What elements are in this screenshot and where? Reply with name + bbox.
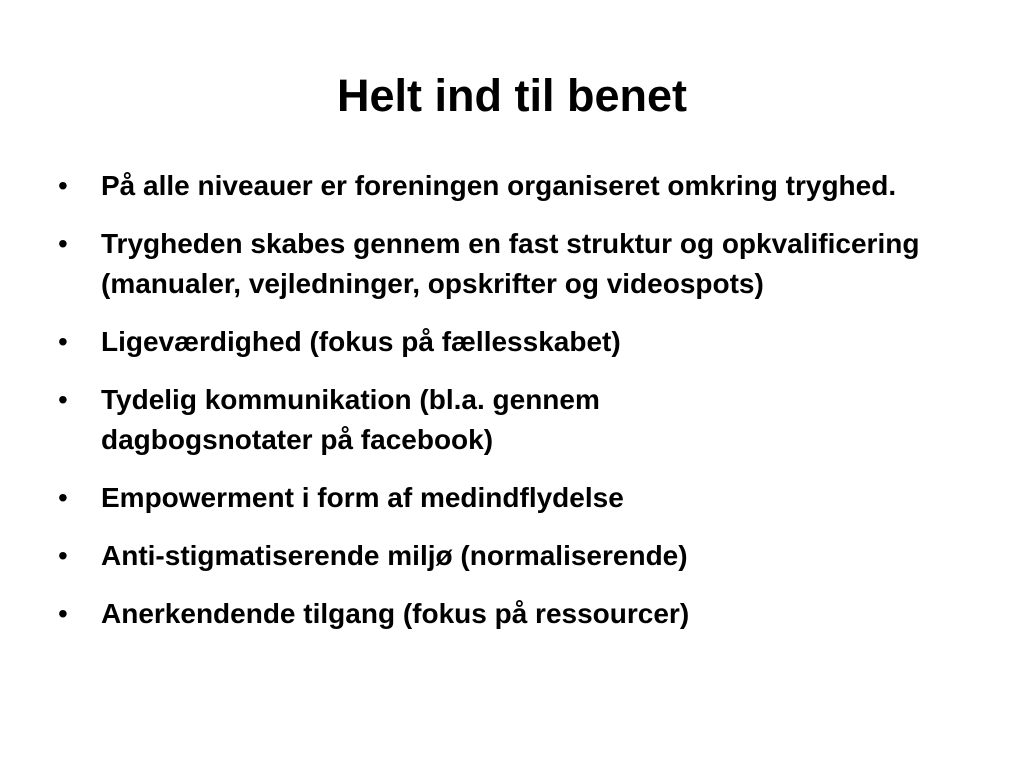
bullet-text: På alle niveauer er foreningen organiseret omkring tryghed. (101, 170, 897, 201)
bullet-dot-icon: • (58, 170, 68, 201)
bullet-item (56, 166, 976, 206)
bullet-item (56, 594, 976, 634)
bullet-text: Tydelig kommunikation (bl.a. gennem dagbogsnotater på facebook) (101, 384, 600, 455)
bullet-item (56, 536, 976, 576)
bullet-text: Anti-stigmatiserende miljø (normaliserende) (101, 540, 688, 571)
slide-title: Helt ind til benet (336, 70, 687, 121)
bullet-dot-icon: • (58, 384, 68, 415)
bullet-dot-icon: • (58, 326, 68, 357)
bullet-dot-icon: • (58, 482, 68, 513)
bullet-dot-icon: • (58, 228, 68, 259)
bullet-item (56, 478, 976, 518)
bullet-list (56, 166, 976, 652)
bullet-text: Trygheden skabes gennem en fast struktur og opkvalificering (manualer, vejledninger, opskrifter og videospots) (101, 228, 920, 299)
bullet-item (56, 322, 976, 362)
bullet-dot-icon: • (58, 598, 68, 629)
bullet-item (56, 380, 801, 460)
bullet-text: Empowerment i form af medindflydelse (101, 482, 624, 513)
bullet-dot-icon: • (58, 540, 68, 571)
bullet-item (56, 224, 976, 304)
bullet-text: Ligeværdighed (fokus på fællesskabet) (101, 326, 621, 357)
bullet-text: Anerkendende tilgang (fokus på ressourcer) (101, 598, 690, 629)
